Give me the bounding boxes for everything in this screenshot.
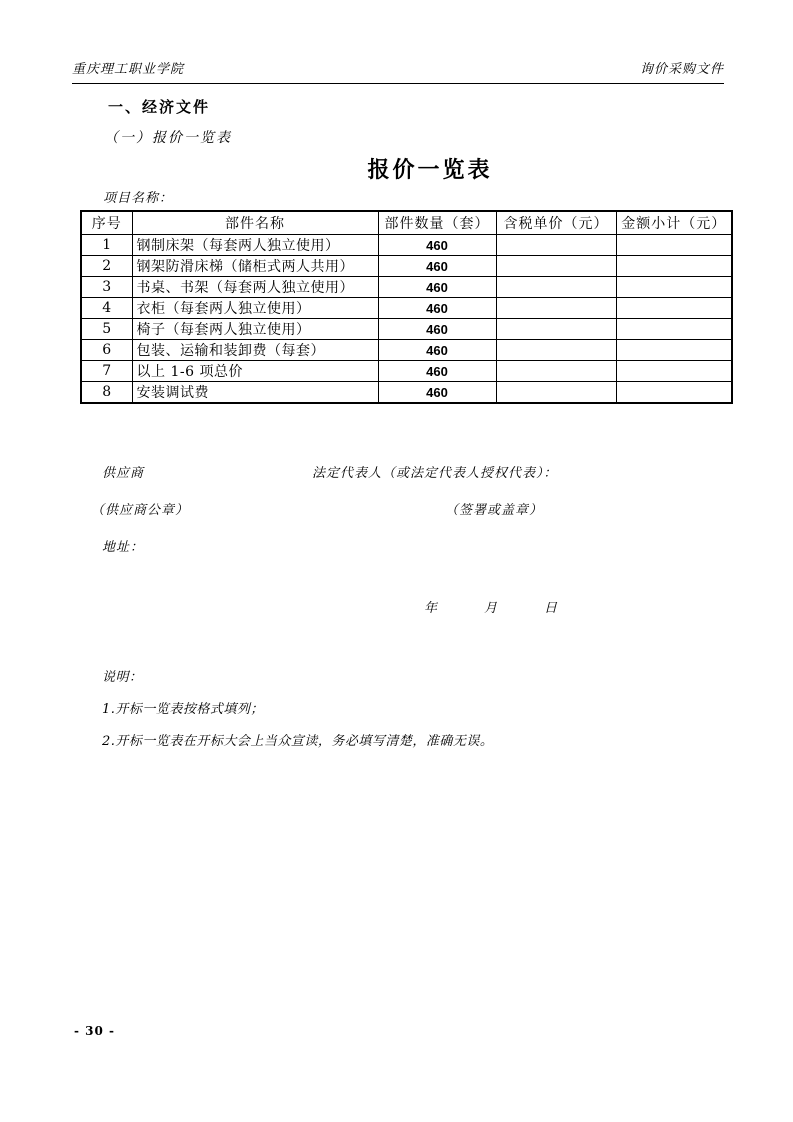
cell-price: [496, 382, 616, 404]
quotation-table: [80, 210, 733, 404]
col-header-price: 含税单价（元）: [496, 211, 616, 235]
cell-amount: [616, 235, 732, 256]
cell-no: 1: [81, 235, 132, 256]
cell-no: 2: [81, 256, 132, 277]
cell-qty: 460: [378, 256, 496, 277]
cell-price: [496, 277, 616, 298]
cell-price: [496, 298, 616, 319]
page-title: 报价一览表: [367, 158, 493, 183]
cell-no: 4: [81, 298, 132, 319]
date-year-label: 年: [424, 601, 438, 616]
supplier-label: 供应商: [102, 466, 145, 481]
cell-qty: 460: [378, 340, 496, 361]
header-school-name: 重庆理工职业学院: [72, 62, 185, 77]
address-label: 地址：: [102, 540, 145, 555]
table-row: [81, 298, 732, 319]
cell-name: 书桌、书架（每套两人独立使用）: [132, 277, 378, 298]
cell-amount: [616, 382, 732, 404]
date-line: [424, 597, 557, 616]
cell-name: 衣柜（每套两人独立使用）: [132, 298, 378, 319]
note-item-1: 1.开标一览表按格式填列；: [102, 702, 264, 717]
table-row: [81, 256, 732, 277]
cell-no: 5: [81, 319, 132, 340]
cell-qty: 460: [378, 298, 496, 319]
cell-name: 钢制床架（每套两人独立使用）: [132, 235, 378, 256]
project-name-label: 项目名称：: [103, 191, 174, 206]
header-doc-type: 询价采购文件: [639, 62, 724, 77]
cell-amount: [616, 277, 732, 298]
cell-qty: 460: [378, 235, 496, 256]
supplier-seal-label: （供应商公章）: [91, 503, 190, 518]
page-number: - 30 -: [74, 1024, 116, 1038]
table-row: [81, 235, 732, 256]
col-header-amount: 金额小计（元）: [616, 211, 732, 235]
notes-label: 说明：: [102, 670, 143, 685]
table-row: [81, 340, 732, 361]
cell-name: 包装、运输和装卸费（每套）: [132, 340, 378, 361]
cell-name: 钢架防滑床梯（储柜式两人共用）: [132, 256, 378, 277]
subsection-heading: （一）报价一览表: [104, 130, 232, 146]
col-header-name: 部件名称: [132, 211, 378, 235]
cell-amount: [616, 319, 732, 340]
cell-price: [496, 340, 616, 361]
cell-price: [496, 361, 616, 382]
date-month-label: 月: [484, 601, 498, 616]
cell-amount: [616, 340, 732, 361]
cell-no: 6: [81, 340, 132, 361]
cell-name: 椅子（每套两人独立使用）: [132, 319, 378, 340]
note-item-2: 2.开标一览表在开标大会上当众宣读，务必填写清楚，准确无误。: [102, 734, 494, 749]
table-row: [81, 277, 732, 298]
cell-price: [496, 235, 616, 256]
date-day-label: 日: [544, 601, 558, 616]
cell-no: 3: [81, 277, 132, 298]
cell-qty: 460: [378, 277, 496, 298]
col-header-no: 序号: [81, 211, 132, 235]
cell-no: 7: [81, 361, 132, 382]
cell-amount: [616, 361, 732, 382]
running-header: [72, 58, 724, 84]
cell-no: 8: [81, 382, 132, 404]
cell-price: [496, 319, 616, 340]
cell-price: [496, 256, 616, 277]
cell-name: 安装调试费: [132, 382, 378, 404]
legal-representative-label: 法定代表人（或法定代表人授权代表）：: [312, 466, 558, 481]
table-row: [81, 361, 732, 382]
cell-amount: [616, 298, 732, 319]
col-header-qty: 部件数量（套）: [378, 211, 496, 235]
table-header-row: [81, 211, 732, 235]
cell-qty: 460: [378, 319, 496, 340]
table-row: [81, 319, 732, 340]
cell-name: 以上 1-6 项总价: [132, 361, 378, 382]
table-row: [81, 382, 732, 404]
cell-amount: [616, 256, 732, 277]
cell-qty: 460: [378, 382, 496, 404]
section-heading: 一、经济文件: [108, 98, 211, 116]
sign-or-seal-label: （签署或盖章）: [445, 503, 544, 518]
cell-qty: 460: [378, 361, 496, 382]
